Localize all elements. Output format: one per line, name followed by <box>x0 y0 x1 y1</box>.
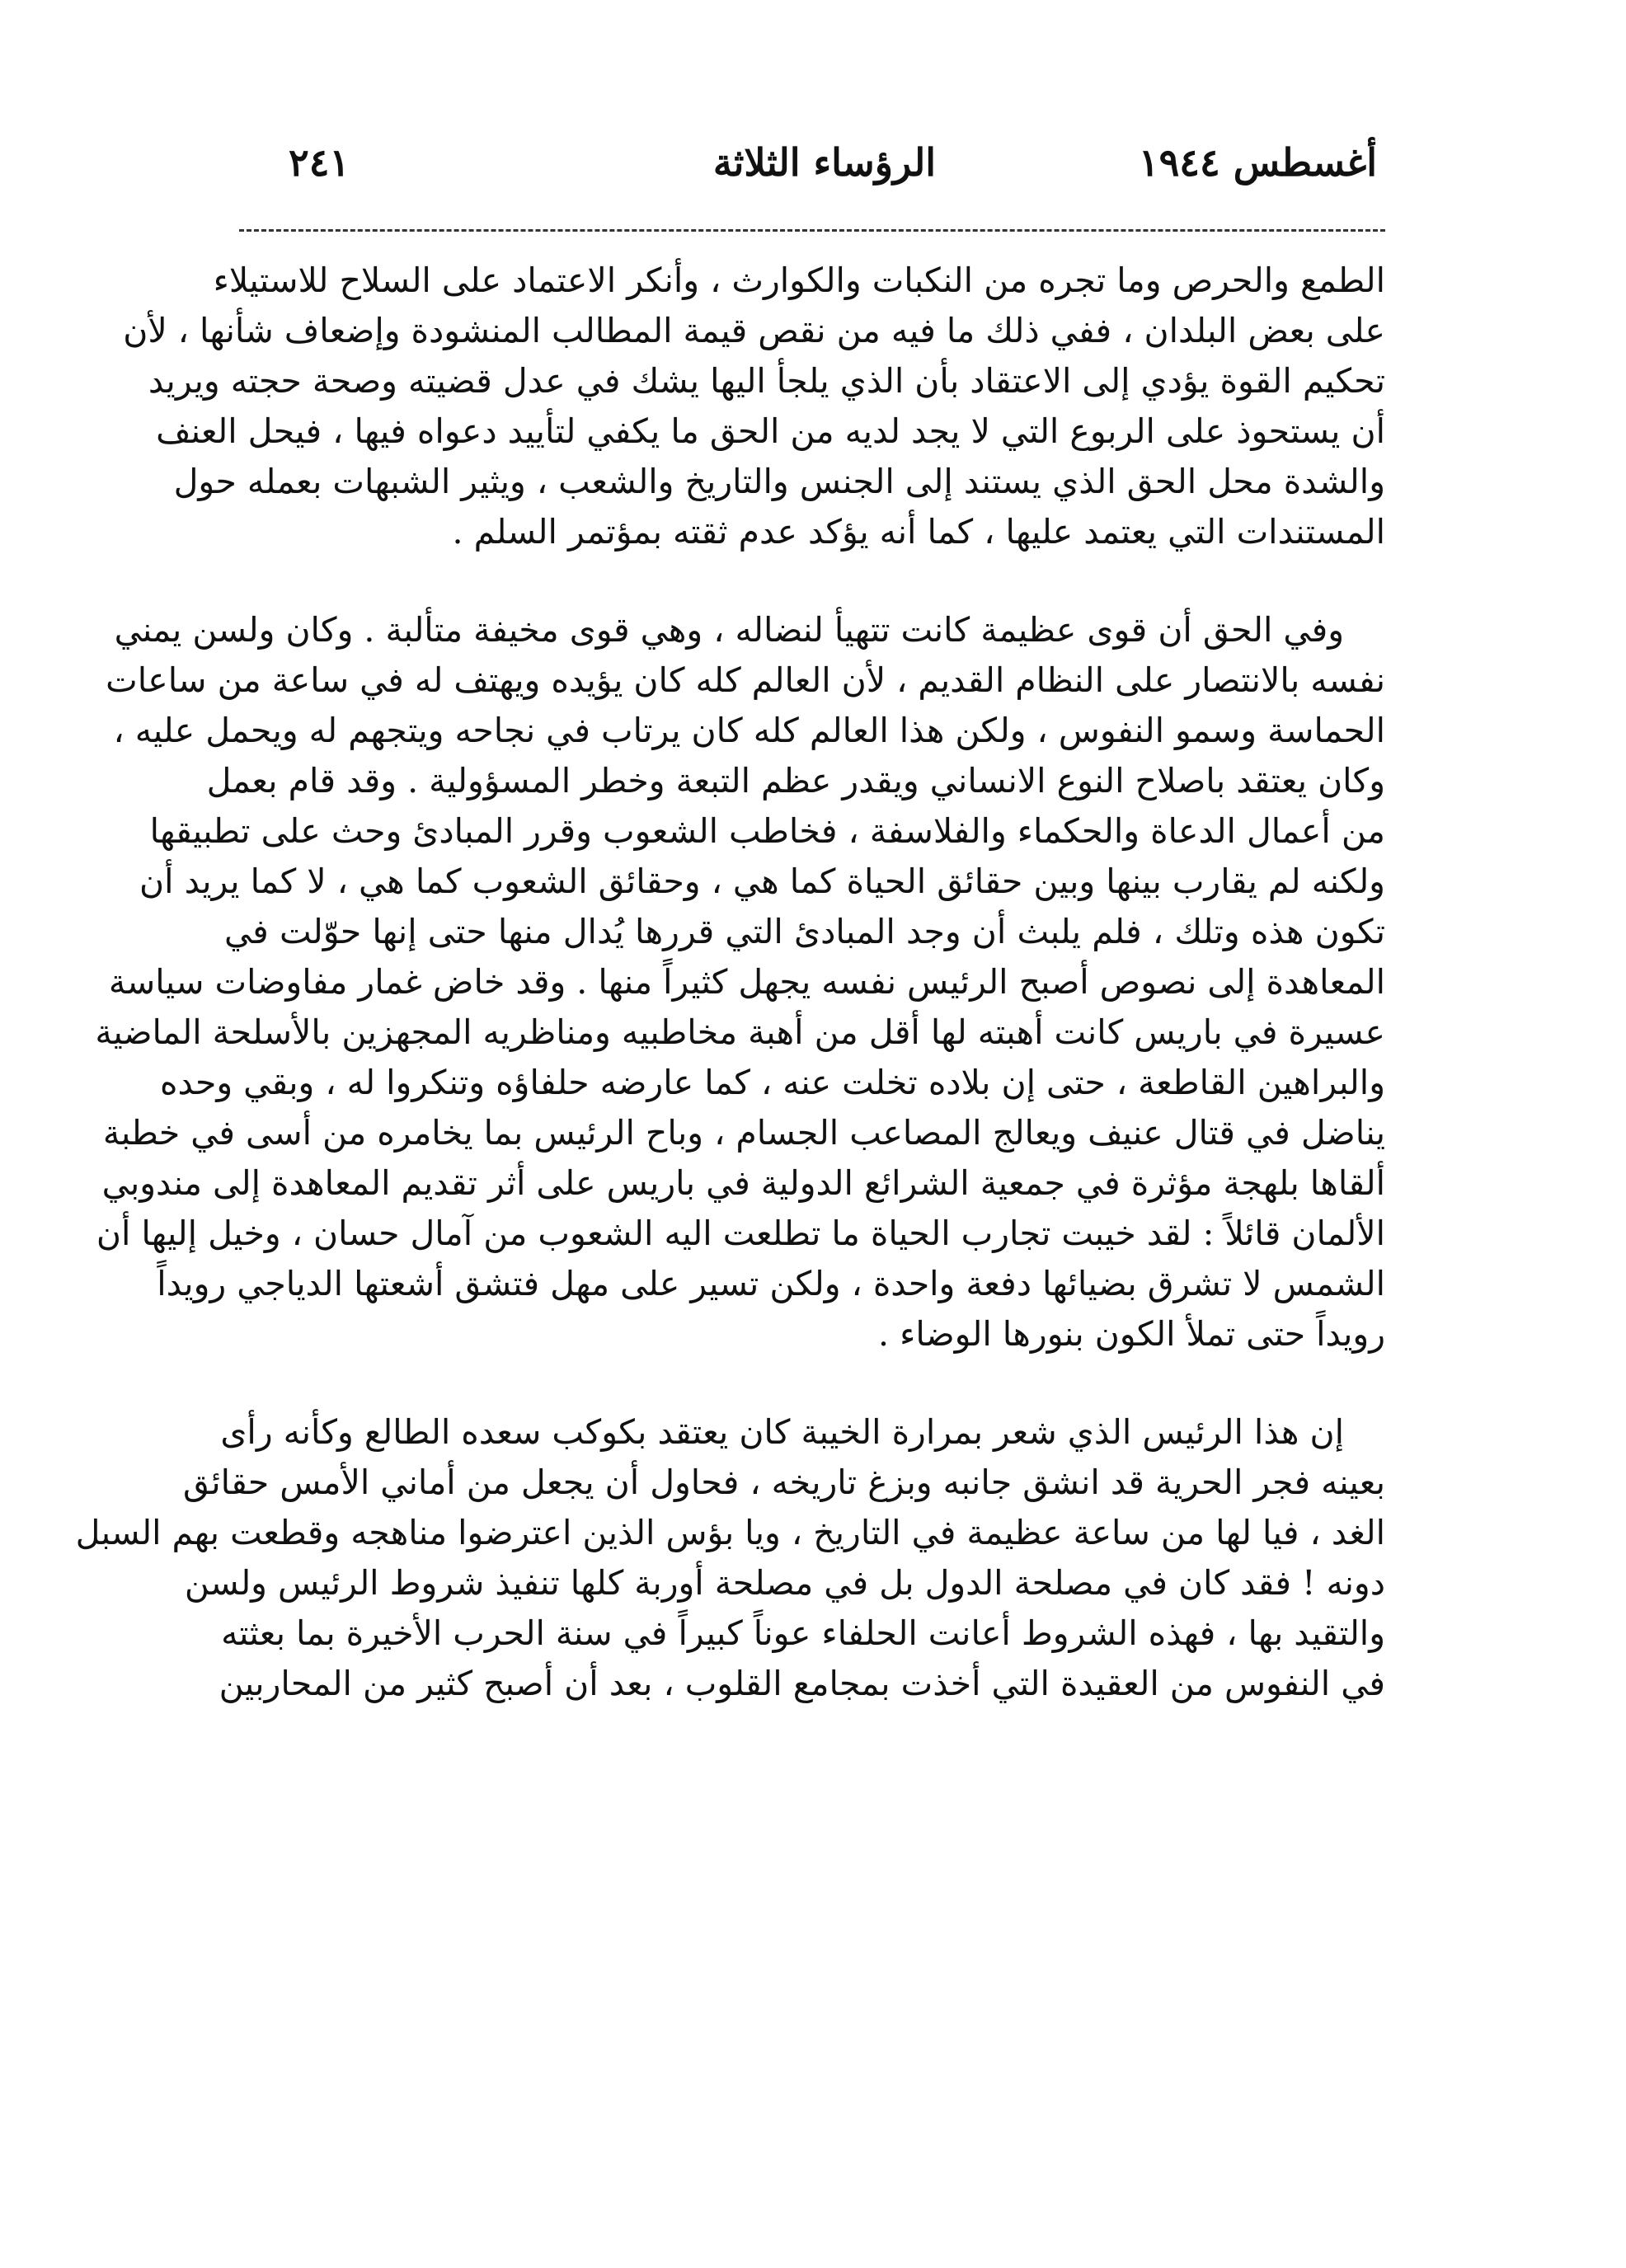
text-line: تحكيم القوة يؤدي إلى الاعتقاد بأن الذي يلجأ اليها يشك في عدل قضيته وصحة حجته ويريد <box>148 361 1385 401</box>
text-line: الحماسة وسمو النفوس ، ولكن هذا العالم كله كان يرتاب في نجاحه ويتجهم له ويحمل عليه ، <box>113 711 1385 750</box>
text-line: نفسه بالانتصار على النظام القديم ، لأن العالم كله كان يؤيده ويهتف له في ساعة من ساعات <box>106 660 1385 700</box>
text-line: والبراهين القاطعة ، حتى إن بلاده تخلت عنه ، كما عارضه حلفاؤه وتنكروا له ، وبقي وحده <box>159 1063 1385 1102</box>
body-text <box>75 256 1385 1709</box>
paragraph-2 <box>95 605 1385 1359</box>
text-line: المعاهدة إلى نصوص أصبح الرئيس نفسه يجهل كثيراً منها . وقد خاض غمار مفاوضات سياسة <box>108 962 1385 1002</box>
text-line: المستندات التي يعتمد عليها ، كما أنه يؤكد عدم ثقته بمؤتمر السلم . <box>452 512 1385 552</box>
page-header <box>272 140 1377 206</box>
header-divider <box>239 229 1385 232</box>
text-line: والتقيد بها ، فهذه الشروط أعانت الحلفاء عوناً كبيراً في سنة الحرب الأخيرة بما بعثته <box>221 1613 1385 1653</box>
paragraph-gap <box>224 557 1385 605</box>
paragraph-1 <box>123 256 1385 557</box>
text-line: الألمان قائلاً : لقد خيبت تجارب الحياة ما تطلعت اليه الشعوب من آمال حسان ، وخيل إليها أن <box>96 1214 1385 1253</box>
text-line: في النفوس من العقيدة التي أخذت بمجامع القلوب ، بعد أن أصبح كثير من المحاربين <box>219 1664 1385 1703</box>
text-line: بعينه فجر الحرية قد انشق جانبه وبزغ تاريخه ، فحاول أن يجعل من أماني الأمس حقائق <box>183 1463 1385 1502</box>
text-line: على بعض البلدان ، ففي ذلك ما فيه من نقص قيمة المطالب المنشودة وإضعاف شأنها ، لأن <box>123 311 1385 350</box>
paragraph-gap <box>224 1359 1385 1407</box>
text-line: الطمع والحرص وما تجره من النكبات والكوارث ، وأنكر الاعتماد على السلاح للاستيلاء <box>213 261 1385 300</box>
paragraph-3 <box>75 1407 1385 1709</box>
text-line: يناضل في قتال عنيف ويعالج المصاعب الجسام ، وباح الرئيس بما يخامره من أسى في خطبة <box>102 1113 1385 1153</box>
text-line: وكان يعتقد باصلاح النوع الانساني ويقدر عظم التبعة وخطر المسؤولية . وقد قام بعمل <box>206 761 1385 801</box>
text-line: إن هذا الرئيس الذي شعر بمرارة الخيبة كان يعتقد بكوكب سعده الطالع وكأنه رأى <box>220 1412 1344 1452</box>
header-title: الرؤساء الثلاثة <box>712 140 937 185</box>
text-line: أن يستحوذ على الربوع التي لا يجد لديه من الحق ما يكفي لتأييد دعواه فيها ، فيحل العنف <box>156 411 1385 451</box>
text-line: والشدة محل الحق الذي يستند إلى الجنس والتاريخ والشعب ، ويثير الشبهات بعمله حول <box>173 462 1385 501</box>
text-line: الغد ، فيا لها من ساعة عظيمة في التاريخ ، ويا بؤس الذين اعترضوا مناهجه وقطعت بهم السبل <box>75 1513 1385 1552</box>
text-line: ألقاها بلهجة مؤثرة في جمعية الشرائع الدولية في باريس على أثر تقديم المعاهدة إلى مندوبي <box>101 1163 1385 1203</box>
text-line: دونه ! فقد كان في مصلحة الدول بل في مصلحة أوربة كلها تنفيذ شروط الرئيس ولسن <box>184 1563 1385 1603</box>
text-line: تكون هذه وتلك ، فلم يلبث أن وجد المبادئ التي قررها يُدال منها حتى إنها حوّلت في <box>224 912 1385 951</box>
text-line: وفي الحق أن قوى عظيمة كانت تتهيأ لنضاله ، وهي قوى مخيفة متألبة . وكان ولسن يمني <box>114 610 1344 650</box>
text-line: عسيرة في باريس كانت أهبته لها أقل من أهبة مخاطبيه ومناظريه المجهزين بالأسلحة الماضية <box>95 1012 1385 1052</box>
text-line: رويداً حتى تملأ الكون بنورها الوضاء . <box>878 1314 1385 1354</box>
header-page-number: ٢٤١ <box>289 140 350 185</box>
header-date: أغسطس ١٩٤٤ <box>1138 140 1377 185</box>
text-line: من أعمال الدعاة والحكماء والفلاسفة ، فخاطب الشعوب وقرر المبادئ وحث على تطبيقها <box>149 811 1385 851</box>
text-line: ولكنه لم يقارب بينها وبين حقائق الحياة كما هي ، وحقائق الشعوب كما هي ، لا كما يريد أن <box>139 862 1385 901</box>
text-line: الشمس لا تشرق بضيائها دفعة واحدة ، ولكن تسير على مهل فتشق أشعتها الدياجي رويداً <box>157 1264 1385 1303</box>
